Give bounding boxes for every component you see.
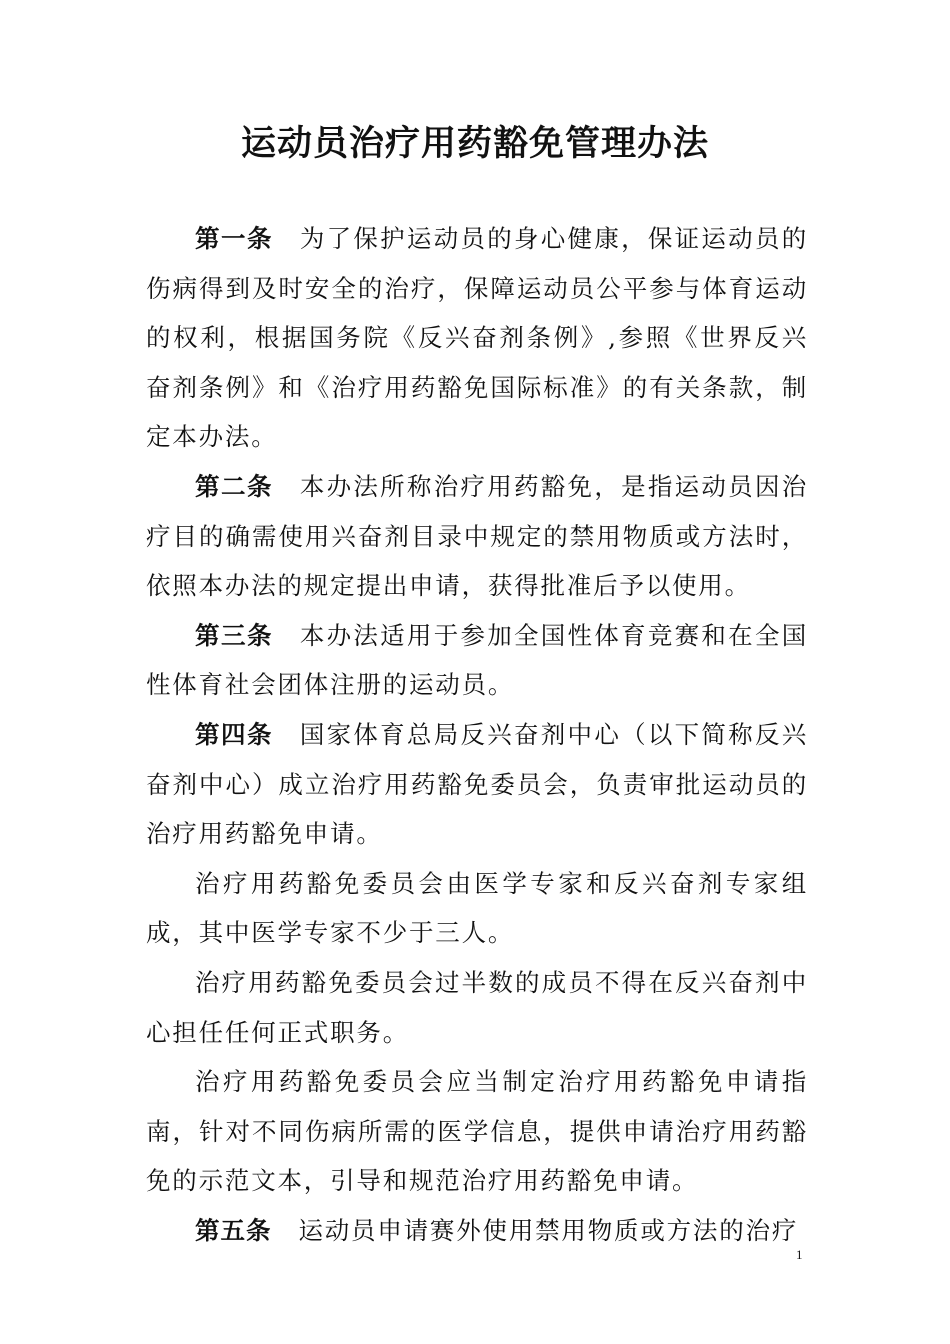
article-text: 运动员申请赛外使用禁用物质或方法的治疗: [298, 1215, 799, 1245]
article-label: 第二条: [195, 471, 273, 501]
article-label: 第五条: [195, 1215, 272, 1245]
article-1-paragraph: [146, 214, 808, 462]
article-text: 本办法所称治疗用药豁免，是指运动员因治疗目的确需使用兴奋剂目录中规定的禁用物质或方法时，依照本办法的规定提出申请，获得批准后予以使用。: [146, 471, 809, 601]
page-number: 1: [796, 1247, 803, 1262]
article-text: 为了保护运动员的身心健康，保证运动员的伤病得到及时安全的治疗，保障运动员公平参与体育运动的权利，根据国务院《反兴奋剂条例》,参照《世界反兴奋剂条例》和《治疗用药豁免国际标准》的有关条款，制定本办法。: [146, 224, 809, 452]
paragraph-text: 治疗用药豁免委员会过半数的成员不得在反兴奋剂中心担任任何正式职务。: [146, 967, 808, 1047]
article-text: 本办法适用于参加全国性体育竞赛和在全国性体育社会团体注册的运动员。: [146, 620, 809, 700]
paragraph-text: 治疗用药豁免委员会由医学专家和反兴奋剂专家组成，其中医学专家不少于三人。: [146, 868, 808, 948]
article-label: 第三条: [195, 620, 273, 650]
document-body: [146, 214, 808, 1255]
article-4-sub-paragraph-3: [146, 1057, 808, 1206]
article-4-sub-paragraph-1: [146, 859, 808, 958]
article-4-sub-paragraph-2: [146, 958, 808, 1057]
article-text: 国家体育总局反兴奋剂中心（以下简称反兴奋剂中心）成立治疗用药豁免委员会，负责审批运动员的治疗用药豁免申请。: [146, 719, 809, 849]
article-2-paragraph: [146, 462, 808, 611]
document-title: 运动员治疗用药豁免管理办法: [240, 124, 709, 164]
article-5-paragraph: [146, 1206, 808, 1256]
article-label: 第一条: [195, 224, 273, 253]
article-label: 第四条: [195, 719, 273, 749]
article-3-paragraph: [146, 611, 808, 710]
article-4-paragraph: [146, 710, 808, 859]
paragraph-text: 治疗用药豁免委员会应当制定治疗用药豁免申请指南，针对不同伤病所需的医学信息，提供申请治疗用药豁免的示范文本，引导和规范治疗用药豁免申请。: [146, 1067, 808, 1196]
